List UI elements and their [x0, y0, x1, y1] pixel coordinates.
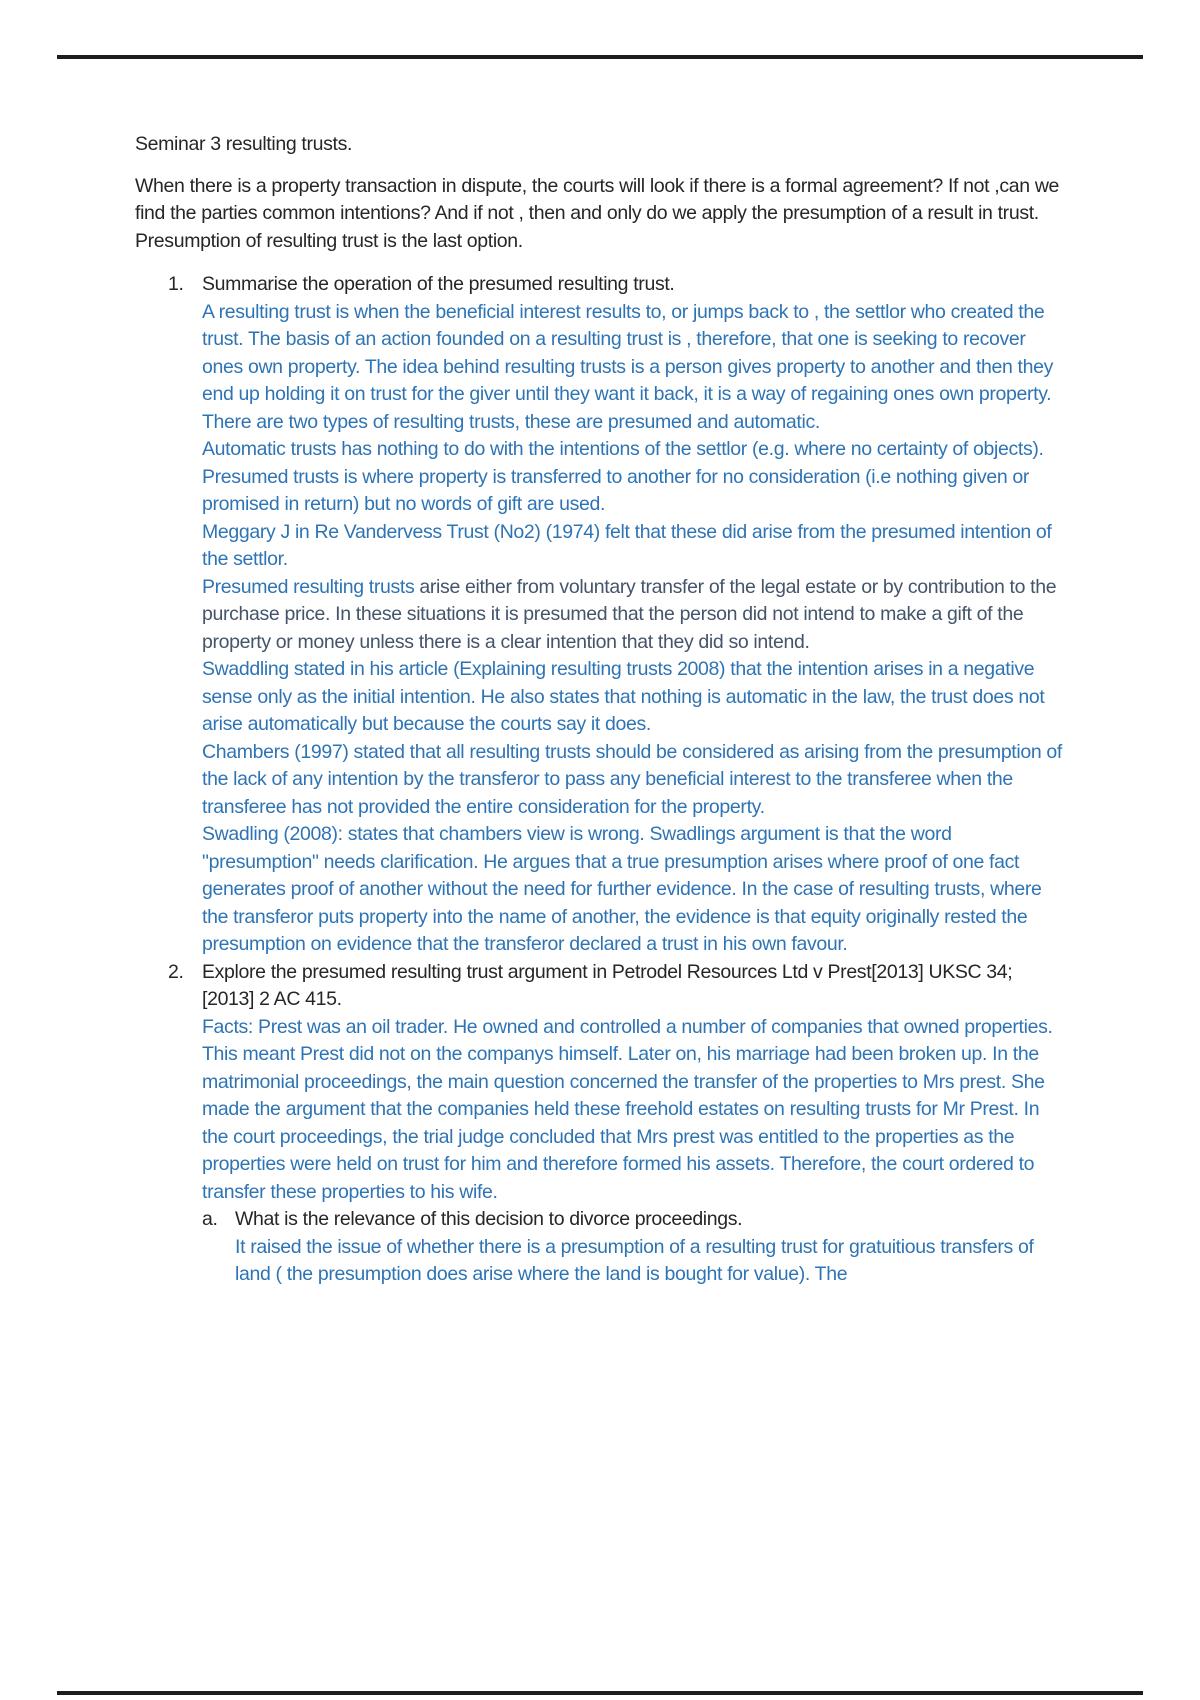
answer-block [202, 299, 1067, 959]
question-text: Explore the presumed resulting trust argument in Petrodel Resources Ltd v Prest[2013] UKSC 34; [2013] 2 AC 415. [202, 960, 1013, 1010]
page-border-top [57, 55, 1143, 59]
sub-item-a [202, 1206, 1067, 1289]
text-run: It raised the issue of whether there is a presumption of a resulting trust for gratuitious transfers of land ( the presumption does arise where the land is bought for value). The [235, 1235, 1034, 1285]
numbered-item-2 [135, 959, 1067, 1289]
text-run: arise either from voluntary transfer of the legal estate or by contribution to the purchase price. In these situations it is presumed that the person did not intend to make a gift of the property or money unless there is a clear intention that they did so intend. [202, 575, 1057, 653]
text-run: Presumed trusts is where property is transferred to another for no consideration (i.e nothing given or promised in return) but no words of gift are used. [202, 465, 1030, 515]
sub-question-text: What is the relevance of this decision to divorce proceedings. [235, 1208, 743, 1230]
page-border-bottom [57, 1691, 1143, 1695]
text-run: Facts: Prest was an oil trader. He owned and controlled a number of companies that owned properties. This meant Prest did not on the companys himself. Later on, his marriage had been broken up. In the matrimonial proceedings, the main question concerned the transfer of the properties to Mrs prest. She made the argument that the companies held these freehold estates on resulting trusts for Mr Prest. In the court proceedings, the trial judge concluded that Mrs prest was entitled to the properties as the properties were held on trust for him and therefore formed his assets. Therefore, the court ordered to transfer these properties to his wife. [202, 1015, 1053, 1203]
text-run: A resulting trust is when the beneficial interest results to, or jumps back to , the settlor who created the trust. The basis of an action founded on a resulting trust is , therefore, that one is seeking to recover ones own property. The idea behind resulting trusts is a person gives property to another and then they end up holding it on trust for the giver until they want it back, it is a way of regaining ones own property. [202, 300, 1054, 405]
numbered-item-1 [135, 271, 1067, 959]
item-number: 1. [168, 273, 184, 295]
question-text: Summarise the operation of the presumed resulting trust. [202, 273, 675, 295]
answer-paragraph [202, 821, 1067, 959]
answer-paragraph [202, 574, 1067, 657]
answer-paragraph [202, 464, 1067, 519]
sub-item-body [235, 1206, 1067, 1289]
answer-paragraph [202, 656, 1067, 739]
answer-block [202, 1014, 1067, 1207]
intro-paragraph: When there is a property transaction in dispute, the courts will look if there is a formal agreement? If not ,can we find the parties common intentions? And if not , then and only do we apply the presumption of a result in trust. Presumption of resulting trust is the last option. [135, 174, 1060, 252]
item-number: 2. [168, 960, 184, 983]
answer-paragraph [202, 739, 1067, 822]
item-body [202, 959, 1067, 1289]
answer-block [235, 1234, 1067, 1289]
text-run: Presumed resulting trusts [202, 575, 420, 598]
text-run: There are two types of resulting trusts, these are presumed and automatic. [202, 410, 820, 433]
answer-paragraph [202, 436, 1067, 464]
document-title: Seminar 3 resulting trusts. [135, 133, 353, 155]
sub-item-number: a. [202, 1208, 218, 1230]
answer-paragraph [202, 519, 1067, 574]
text-run: Swaddling stated in his article (Explaining resulting trusts 2008) that the intention arises in a negative sense only as the initial intention. He also states that nothing is automatic in the law, the trust does not arise automatically but because the courts say it does. [202, 658, 1045, 735]
answer-paragraph [202, 1014, 1067, 1207]
text-run: Automatic trusts has nothing to do with the intentions of the settlor (e.g. where no certainty of objects). [202, 438, 1044, 460]
answer-paragraph [202, 299, 1067, 409]
document-page [135, 131, 1067, 1289]
answer-paragraph [235, 1234, 1067, 1289]
text-run: Swadling (2008): states that chambers view is wrong. Swadlings argument is that the word "presumption" needs clarification. He argues that a true presumption arises where proof of one fact generates proof of another without the need for further evidence. In the case of resulting trusts, where the transferor puts property into the name of another, the evidence is that equity originally rested the presumption on evidence that the transferor declared a trust in his own favour. [202, 823, 1042, 955]
text-run: Meggary J in Re Vandervess Trust (No2) (1974) felt that these did arise from the presumed intention of the settlor. [202, 520, 1052, 570]
answer-paragraph [202, 409, 1067, 437]
text-run: Chambers (1997) stated that all resulting trusts should be considered as arising from the presumption of the lack of any intention by the transferor to pass any beneficial interest to the transferee when the transferee has not provided the entire consideration for the property. [202, 740, 1062, 818]
item-body [202, 271, 1067, 959]
